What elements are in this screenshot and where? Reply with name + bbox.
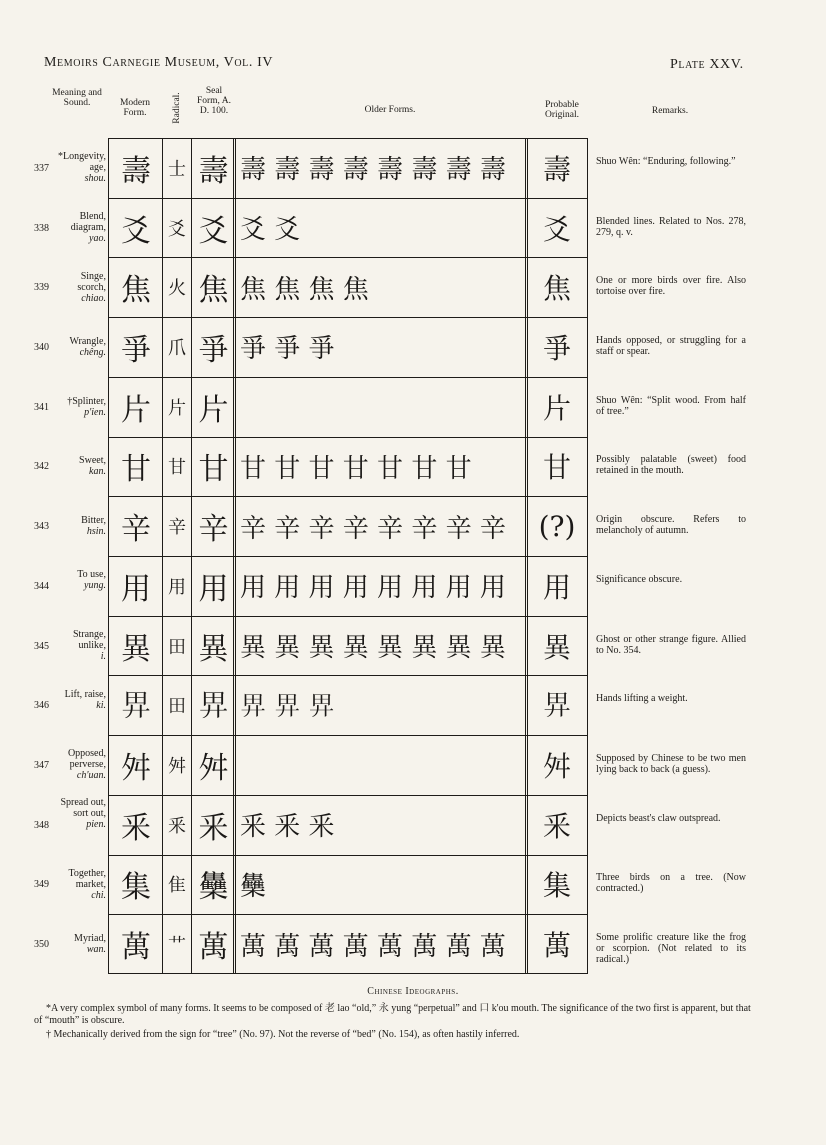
column-header-meaning: Meaning and Sound. [52,88,102,108]
column-header-older: Older Forms. [364,105,416,115]
sound-romanization: chêng. [79,346,106,358]
radical-glyph: 釆 [168,815,186,837]
entry-number: 338 [34,222,49,234]
seal-form-glyph: 壽 [198,153,229,189]
probable-original-glyph: (?) [538,509,576,543]
modern-form-glyph: 爻 [121,213,151,249]
table-row [0,675,826,735]
meaning-text: Strange, unlike, [72,629,106,652]
seal-form-glyph: 雧 [198,870,229,906]
table-row [0,735,826,795]
meaning-text: Longevity, age, [63,151,106,174]
entry-number: 348 [34,819,49,831]
meaning-cell [34,675,106,735]
modern-form-glyph: 片 [121,392,151,428]
meaning-text: To use, [77,569,106,581]
remark-text: Shuo Wên: “Enduring, following.” [596,155,736,167]
older-forms-glyphs: 爻 爻 [240,215,301,246]
sound-romanization: yao. [89,233,106,245]
running-header-title: Memoirs Carnegie Museum, Vol. IV [44,55,274,70]
entry-number: 349 [34,879,49,891]
radical-glyph: 爪 [168,337,186,359]
older-forms-glyphs: 甘 甘 甘 甘 甘 甘 甘 [240,453,472,484]
meaning-cell [34,138,106,198]
radical-glyph: 用 [168,576,186,598]
entry-number: 344 [34,580,49,592]
probable-original-glyph: 爭 [542,331,571,365]
meaning-cell [34,317,106,377]
older-forms-glyphs: 用 用 用 用 用 用 用 用 [240,573,506,604]
modern-form-glyph: 萬 [121,930,151,966]
radical-glyph: 爻 [168,218,186,240]
meaning-text: Sweet, [79,455,106,467]
older-forms-glyphs [240,377,526,437]
footnote-mark: † [67,395,73,407]
modern-form-glyph: 爭 [121,332,151,368]
seal-form-glyph: 焦 [198,273,229,309]
seal-form-glyph: 片 [198,392,229,428]
entry-number: 340 [34,341,49,353]
column-header-radical: Radical. [172,92,182,124]
radical-glyph: 甘 [168,457,186,479]
entry-number: 339 [34,282,49,294]
older-forms-glyphs: 辛 辛 辛 辛 辛 辛 辛 辛 [240,513,506,544]
modern-form-glyph: 釆 [121,810,151,846]
meaning-text: Singe, scorch, [77,270,106,293]
older-forms-glyphs: 萬 萬 萬 萬 萬 萬 萬 萬 [240,931,506,962]
table-row [0,496,826,556]
seal-form-glyph: 用 [198,571,229,607]
probable-original-glyph: 片 [542,391,571,425]
entry-number: 337 [34,162,49,174]
modern-form-glyph: 焦 [121,273,151,309]
remark-text: Some prolific creature like the frog or scorpion. (Not related to its radical.) [596,932,746,966]
probable-original-glyph: 甘 [542,451,571,485]
modern-form-glyph: 𢌿 [121,689,151,725]
seal-form-glyph: 釆 [198,810,229,846]
probable-original-glyph: 異 [542,630,571,664]
seal-form-glyph: 萬 [198,930,229,966]
radical-glyph: 田 [168,696,186,718]
meaning-cell [34,616,106,676]
column-header-probable: Probable Original. [544,100,580,120]
meaning-text: Spread out, sort out, [60,797,106,820]
probable-original-glyph: 集 [542,869,571,903]
radical-glyph: 辛 [168,517,186,539]
entry-number: 341 [34,401,49,413]
footnote-dagger: † Mechanically derived from the sign for “tree” (No. 97). Not the reverse of “bed” (No. 154), as often hastily inferred. [46,1029,520,1040]
remark-text: Hands lifting a weight. [596,693,688,705]
meaning-cell [34,198,106,258]
sound-romanization: yung. [84,580,106,592]
meaning-text: Splinter, [72,395,106,407]
entry-number: 350 [34,939,49,951]
plate-number: Plate XXV. [670,57,744,72]
older-forms-glyphs: 釆 釆 釆 [240,812,335,843]
sound-romanization: kan. [89,466,106,478]
meaning-text: Together, market, [68,867,106,890]
seal-form-glyph: 爭 [198,332,229,368]
column-header-modern: Modern Form. [119,98,151,118]
seal-form-glyph: 辛 [198,512,229,548]
meaning-text: Myriad, [74,933,106,945]
meaning-cell [34,496,106,556]
meaning-cell [34,795,106,855]
older-forms-glyphs: 爭 爭 爭 [240,334,335,365]
sound-romanization: shou. [84,173,106,185]
radical-glyph: 片 [168,397,186,419]
entry-number: 342 [34,461,49,473]
entry-number: 345 [34,640,49,652]
remark-text: Supposed by Chinese to be two men lying back to back (a guess). [596,752,746,775]
sound-romanization: pien. [86,819,106,831]
sound-romanization: i. [100,651,106,663]
older-forms-glyphs: 雧 [240,871,267,902]
sound-romanization: hsin. [86,526,106,538]
radical-glyph: 隹 [168,875,186,897]
footnote-mark: * [58,151,64,163]
entry-number: 346 [34,700,49,712]
remark-text: Significance obscure. [596,573,683,585]
table-row [0,198,826,258]
remark-text: Shuo Wên: “Split wood. From half of tree.” [596,394,746,417]
probable-original-glyph: 釆 [542,809,571,843]
radical-glyph: 舛 [168,755,186,777]
entry-number: 347 [34,759,49,771]
entry-number: 343 [34,521,49,533]
probable-original-glyph: 壽 [542,152,571,186]
modern-form-glyph: 甘 [121,452,151,488]
older-forms-glyphs: 異 異 異 異 異 異 異 異 [240,633,506,664]
probable-original-glyph: 𢌿 [542,689,571,723]
table-row [0,616,826,676]
table-row [0,377,826,437]
table-row [0,556,826,616]
modern-form-glyph: 異 [121,631,151,667]
column-header-seal: Seal Form, A. D. 100. [196,86,232,116]
older-forms-glyphs: 焦 焦 焦 焦 [240,274,369,305]
radical-glyph: 士 [168,158,186,180]
remark-text: One or more birds over fire. Also tortoise over fire. [596,275,746,298]
table-row [0,914,826,974]
meaning-text: Wrangle, [69,335,106,347]
remark-text: Three birds on a tree. (Now contracted.) [596,872,746,895]
probable-original-glyph: 舛 [542,749,571,783]
table-row [0,138,826,198]
probable-original-glyph: 焦 [542,272,571,306]
meaning-cell [34,556,106,616]
meaning-cell [34,437,106,497]
sound-romanization: chi. [91,889,106,901]
seal-form-glyph: 爻 [198,213,229,249]
meaning-cell [34,855,106,915]
modern-form-glyph: 壽 [121,153,151,189]
remark-text: Depicts beast's claw outspread. [596,812,721,824]
seal-form-glyph: 𢌿 [198,689,229,725]
remark-text: Blended lines. Related to Nos. 278, 279, q. v. [596,215,746,238]
older-forms-glyphs: 𢌿 𢌿 𢌿 [240,691,335,722]
seal-form-glyph: 甘 [198,452,229,488]
older-forms-glyphs: 壽 壽 壽 壽 壽 壽 壽 壽 [240,155,506,186]
meaning-text: Lift, raise, [64,688,106,700]
table-row [0,855,826,915]
meaning-cell [34,377,106,437]
table-row [0,257,826,317]
probable-original-glyph: 爻 [542,212,571,246]
radical-glyph: 火 [168,278,186,300]
seal-form-glyph: 異 [198,631,229,667]
probable-original-glyph: 用 [542,570,571,604]
meaning-text: Blend, diagram, [70,211,106,234]
modern-form-glyph: 舛 [121,750,151,786]
modern-form-glyph: 集 [121,870,151,906]
remark-text: Hands opposed, or struggling for a staff or spear. [596,334,746,357]
table-row [0,317,826,377]
remark-text: Possibly palatable (sweet) food retained in the mouth. [596,454,746,477]
older-forms-glyphs [240,735,526,795]
meaning-text: Bitter, [81,515,106,527]
probable-original-glyph: 萬 [542,929,571,963]
modern-form-glyph: 辛 [121,512,151,548]
sound-romanization: p'ien. [84,406,106,418]
remark-text: Origin obscure. Refers to melancholy of autumn. [596,514,746,537]
sound-romanization: wan. [86,944,106,956]
sound-romanization: chiao. [81,292,106,304]
plate-caption: Chinese Ideographs. [367,986,459,997]
sound-romanization: ki. [96,699,106,711]
table-row [0,795,826,855]
sound-romanization: ch'uan. [76,770,106,782]
modern-form-glyph: 用 [121,571,151,607]
meaning-cell [34,735,106,795]
meaning-cell [34,257,106,317]
table-row [0,437,826,497]
radical-glyph: 田 [168,636,186,658]
seal-form-glyph: 舛 [198,750,229,786]
meaning-text: Opposed, perverse, [67,748,106,771]
footnote-asterisk: *A very complex symbol of many forms. It seems to be composed of 老 lao “old,” 永 yung “perpetual” and 口 k'ou mouth. The significance of the two first is apparent, but that of “mouth” is obscure. [34,1003,751,1026]
column-header-remarks: Remarks. [651,106,689,116]
meaning-cell [34,914,106,974]
radical-glyph: 艹 [168,935,186,957]
remark-text: Ghost or other strange figure. Allied to No. 354. [596,633,746,656]
